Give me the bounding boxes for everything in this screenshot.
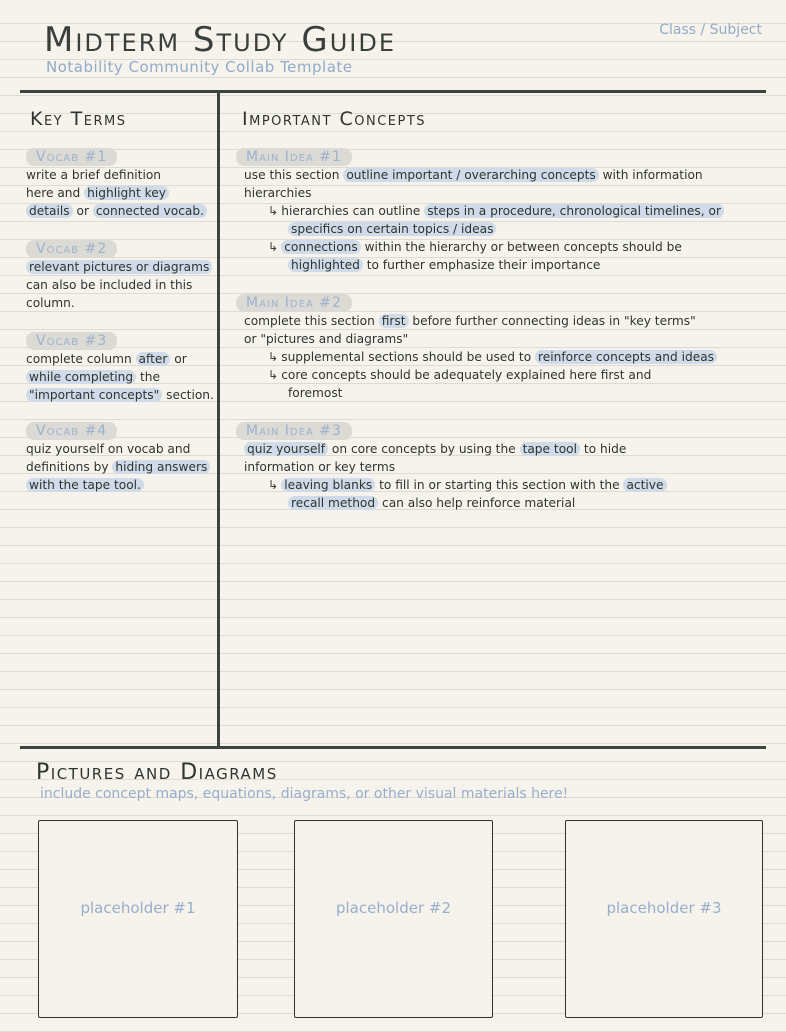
highlighted-text: active <box>623 478 666 492</box>
text-segment: or "pictures and diagrams" <box>244 332 409 346</box>
text-segment: to hide <box>580 442 627 456</box>
concept-line <box>244 220 766 238</box>
text-segment: quiz yourself on vocab and <box>26 442 191 456</box>
pictures-instruction: include concept maps, equations, diagrams, or other visual materials here! <box>40 786 569 802</box>
vocab-line <box>26 184 216 202</box>
vocab-line <box>26 276 216 294</box>
pictures-divider <box>20 746 766 749</box>
text-segment: to fill in or starting this section with the <box>375 478 624 492</box>
text-segment: core concepts should be adequately explained here first and <box>281 368 652 382</box>
main-idea-label: Main Idea #3 <box>236 422 352 440</box>
class-subject-label[interactable]: Class / Subject <box>659 22 762 38</box>
highlighted-text: details <box>26 204 73 218</box>
highlighted-text: quiz yourself <box>244 442 328 456</box>
concept-line <box>244 458 766 476</box>
vocab-line <box>26 386 216 404</box>
text-segment: on core concepts by using the <box>328 442 520 456</box>
vocab-line <box>26 258 216 276</box>
text-segment: complete column <box>26 352 136 366</box>
text-segment: or <box>170 352 187 366</box>
concept-line <box>244 476 766 494</box>
vocab-block <box>26 146 216 220</box>
vocab-label: Vocab #1 <box>26 148 117 166</box>
vocab-label: Vocab #2 <box>26 240 117 258</box>
important-concepts-heading: Important Concepts <box>242 108 427 130</box>
main-idea-block <box>236 292 766 402</box>
text-segment: to further emphasize their importance <box>362 258 601 272</box>
main-idea-label: Main Idea #1 <box>236 148 352 166</box>
concept-line <box>244 330 766 348</box>
pictures-heading: Pictures and Diagrams <box>36 760 278 785</box>
vocab-line <box>26 202 216 220</box>
highlighted-text: highlight key <box>84 186 169 200</box>
placeholder-box-2[interactable] <box>294 820 493 1018</box>
text-segment: before further connecting ideas in "key terms" <box>408 314 696 328</box>
concept-line <box>244 238 766 256</box>
concept-line <box>244 366 766 384</box>
highlighted-text: highlighted <box>288 258 363 272</box>
main-idea-block <box>236 146 766 274</box>
concept-line <box>244 494 766 512</box>
sub-point-arrow-icon: ↳ <box>268 240 279 254</box>
vocab-label: Vocab #4 <box>26 422 117 440</box>
text-segment: hierarchies can outline <box>281 204 425 218</box>
sub-point-arrow-icon: ↳ <box>268 478 279 492</box>
highlighted-text: connections <box>281 240 361 254</box>
text-segment: use this section <box>244 168 344 182</box>
placeholder-box-3[interactable] <box>565 820 763 1018</box>
highlighted-text: hiding answers <box>112 460 210 474</box>
vocab-line <box>26 476 216 494</box>
highlighted-text: relevant pictures or diagrams <box>26 260 212 274</box>
concept-line <box>244 184 766 202</box>
placeholder-label: placeholder #2 <box>335 899 451 917</box>
sub-point-arrow-icon: ↳ <box>268 350 279 364</box>
vocab-label: Vocab #3 <box>26 332 117 350</box>
vocab-line <box>26 294 216 312</box>
highlighted-text: "important concepts" <box>26 388 162 402</box>
concept-line <box>244 202 766 220</box>
text-segment: the <box>136 370 161 384</box>
highlighted-text: tape tool <box>520 442 580 456</box>
text-segment: column. <box>26 296 75 310</box>
column-divider <box>217 92 220 748</box>
vocab-line <box>26 368 216 386</box>
placeholder-box-1[interactable] <box>38 820 238 1018</box>
highlighted-text: reinforce concepts and ideas <box>535 350 717 364</box>
vocab-line <box>26 166 216 184</box>
text-segment: can also help reinforce material <box>378 496 576 510</box>
concept-line <box>244 256 766 274</box>
key-terms-heading: Key Terms <box>30 108 127 130</box>
vocab-block <box>26 420 216 494</box>
text-segment: here and <box>26 186 85 200</box>
vocab-block <box>26 238 216 312</box>
page-title: Midterm Study Guide <box>44 20 396 60</box>
vocab-line <box>26 440 216 458</box>
text-segment: information or key terms <box>244 460 396 474</box>
highlighted-text: first <box>379 314 409 328</box>
text-segment: write a brief definition <box>26 168 162 182</box>
header-divider <box>20 90 766 93</box>
text-segment: with information <box>598 168 703 182</box>
highlighted-text: steps in a procedure, chronological timelines, or <box>424 204 724 218</box>
highlighted-text: connected vocab. <box>93 204 207 218</box>
concept-line <box>244 348 766 366</box>
vocab-line <box>26 458 216 476</box>
highlighted-text: after <box>136 352 171 366</box>
placeholder-label: placeholder #1 <box>80 899 196 917</box>
highlighted-text: leaving blanks <box>281 478 375 492</box>
highlighted-text: specifics on certain topics / ideas <box>288 222 496 236</box>
text-segment: section. <box>162 388 214 402</box>
highlighted-text: while completing <box>26 370 136 384</box>
text-segment: complete this section <box>244 314 379 328</box>
concept-line <box>244 166 766 184</box>
sub-point-arrow-icon: ↳ <box>268 204 279 218</box>
concept-line <box>244 312 766 330</box>
text-segment: supplemental sections should be used to <box>281 350 536 364</box>
placeholder-label: placeholder #3 <box>606 899 722 917</box>
vocab-line <box>26 350 216 368</box>
text-segment: can also be included in this <box>26 278 193 292</box>
highlighted-text: with the tape tool. <box>26 478 144 492</box>
page-subtitle: Notability Community Collab Template <box>46 58 353 76</box>
main-idea-label: Main Idea #2 <box>236 294 352 312</box>
highlighted-text: outline important / overarching concepts <box>343 168 598 182</box>
highlighted-text: recall method <box>288 496 378 510</box>
sub-point-arrow-icon: ↳ <box>268 368 279 382</box>
main-idea-block <box>236 420 766 512</box>
vocab-block <box>26 330 216 404</box>
concept-line <box>244 384 766 402</box>
text-segment: or <box>72 204 93 218</box>
text-segment: within the hierarchy or between concepts should be <box>360 240 682 254</box>
text-segment: hierarchies <box>244 186 312 200</box>
text-segment: definitions by <box>26 460 113 474</box>
concept-line <box>244 440 766 458</box>
text-segment: foremost <box>288 386 343 400</box>
